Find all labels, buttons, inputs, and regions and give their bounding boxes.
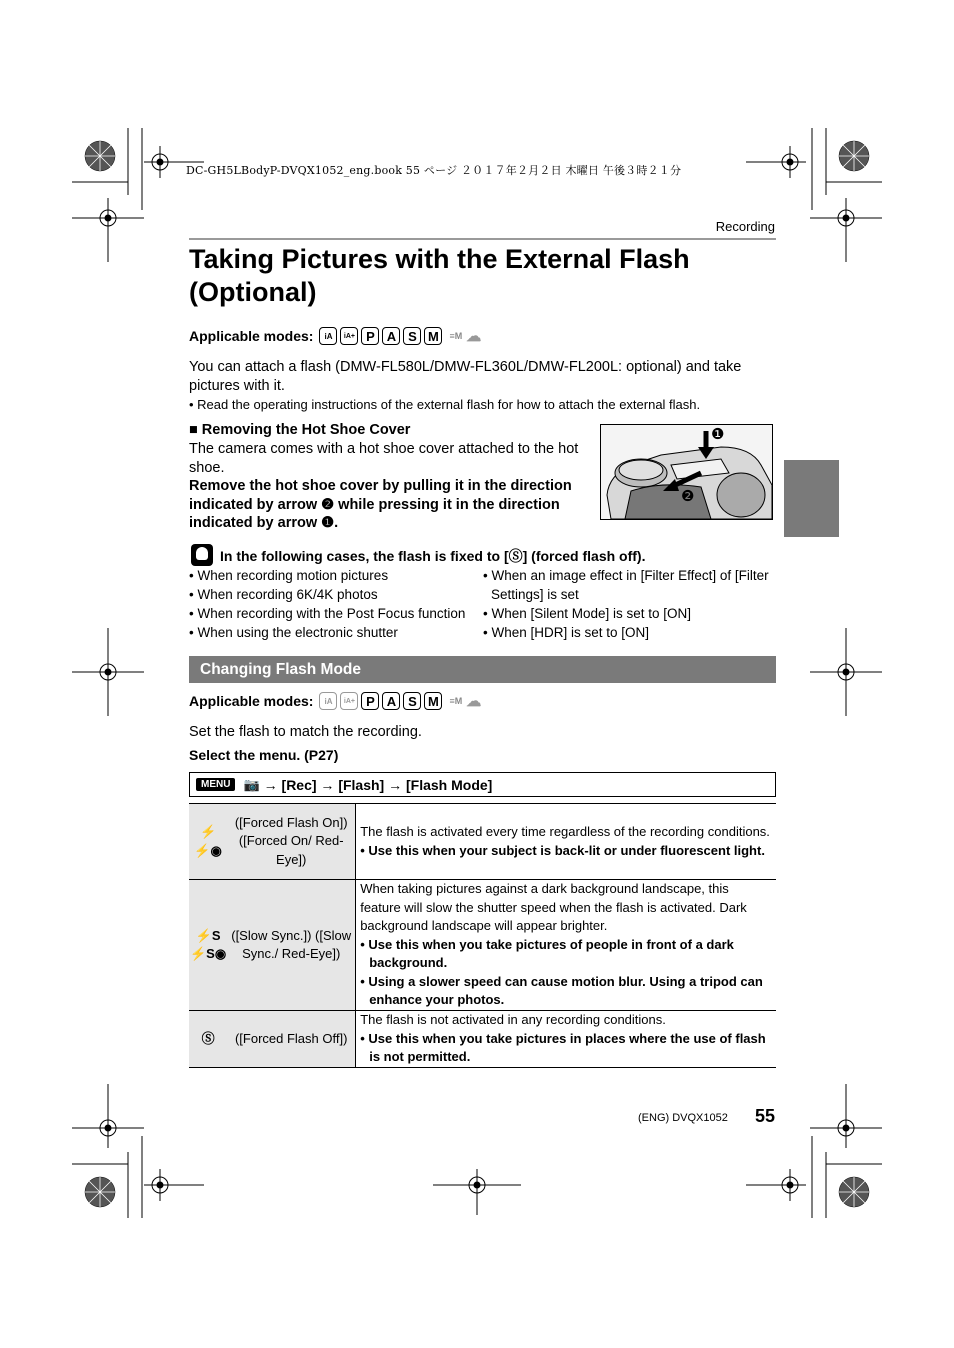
flash-desc: The flash is activated every time regardless of the recording conditions. (360, 824, 770, 839)
list-item: • When recording motion pictures (189, 568, 389, 583)
list-item: • When [Silent Mode] is set to [ON] (483, 606, 692, 621)
flash-name-cell: ([Forced Flash Off]) (227, 1011, 356, 1068)
forced-flash-on-icon: ⚡ (200, 824, 217, 839)
flash-name-cell: ([Slow Sync.]) ([Slow Sync./ Red-Eye]) (227, 880, 356, 1011)
mode-s-icon: S (403, 692, 421, 710)
camera-icon: 📷 (243, 776, 260, 792)
select-menu-text: Select the menu. (P27) (189, 747, 339, 763)
mode-ia-icon: iA (319, 327, 337, 345)
list-item: • When an image effect in [Filter Effect] of [Filter Settings] is set (483, 568, 769, 602)
menu-icon: MENU (196, 778, 235, 791)
intro-note: • Read the operating instructions of the external flash for how to attach the external flash. (189, 397, 701, 412)
mode-s-icon: S (403, 327, 421, 345)
table-row (189, 1011, 776, 1068)
mode-a-icon: A (382, 692, 400, 710)
table-row (189, 880, 776, 1011)
modes-label: Applicable modes: (189, 328, 314, 344)
mode-ia-icon: iA (319, 692, 337, 710)
applicable-modes-2 (189, 692, 481, 710)
mode-p-icon: P (361, 692, 379, 710)
mode-p-icon: P (361, 327, 379, 345)
forced-off-heading: In the following cases, the flash is fixed to [Ⓢ] (forced flash off). (220, 548, 646, 564)
flash-desc-bullet: • Use this when your subject is back-lit or under fluorescent light. (360, 842, 765, 858)
chapter-tab (784, 460, 839, 537)
section-label: Recording (715, 219, 775, 234)
slow-sync-icon: ⚡S (195, 927, 221, 943)
mode-movie-icon: ≡M (449, 331, 463, 341)
menu-path (189, 772, 776, 797)
flash-icon-cell (189, 804, 227, 880)
flash-desc: The flash is not activated in any recording conditions. (360, 1012, 666, 1028)
flash-desc-bullet: • Using a slower speed can cause motion blur. Using a tripod can enhance your photos. (360, 973, 763, 1008)
hot-shoe-illustration (600, 424, 773, 520)
list-item: • When [HDR] is set to [ON] (483, 625, 650, 640)
tip-icon (191, 544, 213, 566)
flash-desc-bullet: • Use this when you take pictures in places where the use of flash is not permitted. (360, 1030, 766, 1065)
list-item: • When using the electronic shutter (189, 625, 398, 640)
flash-desc-cell (356, 1011, 776, 1068)
forced-off-left-list (189, 566, 479, 642)
flash-desc-bullet: • Use this when you take pictures of people in front of a dark background. (360, 936, 734, 971)
slow-sync-red-eye-icon: ⚡S◉ (190, 946, 227, 961)
flash-desc-cell (356, 804, 776, 880)
list-item: • When recording with the Post Focus function (189, 606, 466, 621)
hot-shoe-heading: ■ Removing the Hot Shoe Cover (189, 422, 411, 438)
set-flash-text: Set the flash to match the recording. (189, 724, 422, 740)
mode-m-icon: M (424, 327, 442, 345)
mode-movie-icon: ≡M (449, 696, 463, 706)
arrow-1-marker: ❶ (711, 426, 725, 443)
menu-path-text: → [Rec] → [Flash] → [Flash Mode] (263, 776, 493, 793)
mode-ia-plus-icon: iA+ (340, 692, 358, 710)
hot-shoe-text: The camera comes with a hot shoe cover attached to the hot shoe. (189, 441, 579, 476)
forced-off-right-list (483, 566, 776, 642)
changing-flash-mode-heading: Changing Flash Mode (189, 656, 776, 683)
intro-text: You can attach a flash (DMW-FL580L/DMW-FL360L/DMW-FL200L: optional) and take pictures with it. (189, 359, 742, 394)
table-row (189, 804, 776, 880)
hot-shoe-instruction: Remove the hot shoe cover by pulling it in the direction indicated by arrow ❷ while pressing it in the direction indicated by arrow ❶. (189, 478, 572, 531)
arrow-2-marker: ❷ (681, 488, 695, 505)
header-rule (189, 238, 776, 240)
flash-name-cell: ([Forced Flash On]) ([Forced On/ Red-Eye]) (227, 804, 356, 880)
mode-creative-icon: ☁ (466, 328, 482, 345)
applicable-modes (189, 327, 481, 345)
flash-icon-cell (189, 880, 227, 1011)
forced-on-red-eye-icon: ⚡◉ (194, 842, 222, 858)
flash-mode-table (189, 803, 776, 1068)
flash-icon-cell (189, 1011, 227, 1068)
flash-desc-cell (356, 880, 776, 1011)
page-title: Taking Pictures with the External Flash (Optional) (189, 244, 690, 307)
mode-m-icon: M (424, 692, 442, 710)
mode-creative-icon: ☁ (466, 693, 482, 710)
page-number: 55 (755, 1106, 776, 1126)
modes-label: Applicable modes: (189, 693, 314, 709)
list-item: • When recording 6K/4K photos (189, 587, 378, 602)
print-header: DC-GH5LBodyP-DVQX1052_eng.book 55 ページ ２０１７年２月２日 木曜日 午後３時２１分 (186, 164, 682, 177)
forced-flash-off-icon: Ⓢ (201, 1030, 215, 1046)
mode-ia-plus-icon: iA+ (340, 327, 358, 345)
footer-code: (ENG) DVQX1052 (638, 1112, 728, 1124)
flash-desc: When taking pictures against a dark background landscape, this feature will slow the shutter speed when the flash is activated. Dark background landscape will appear brighter. (360, 881, 747, 934)
mode-a-icon: A (382, 327, 400, 345)
